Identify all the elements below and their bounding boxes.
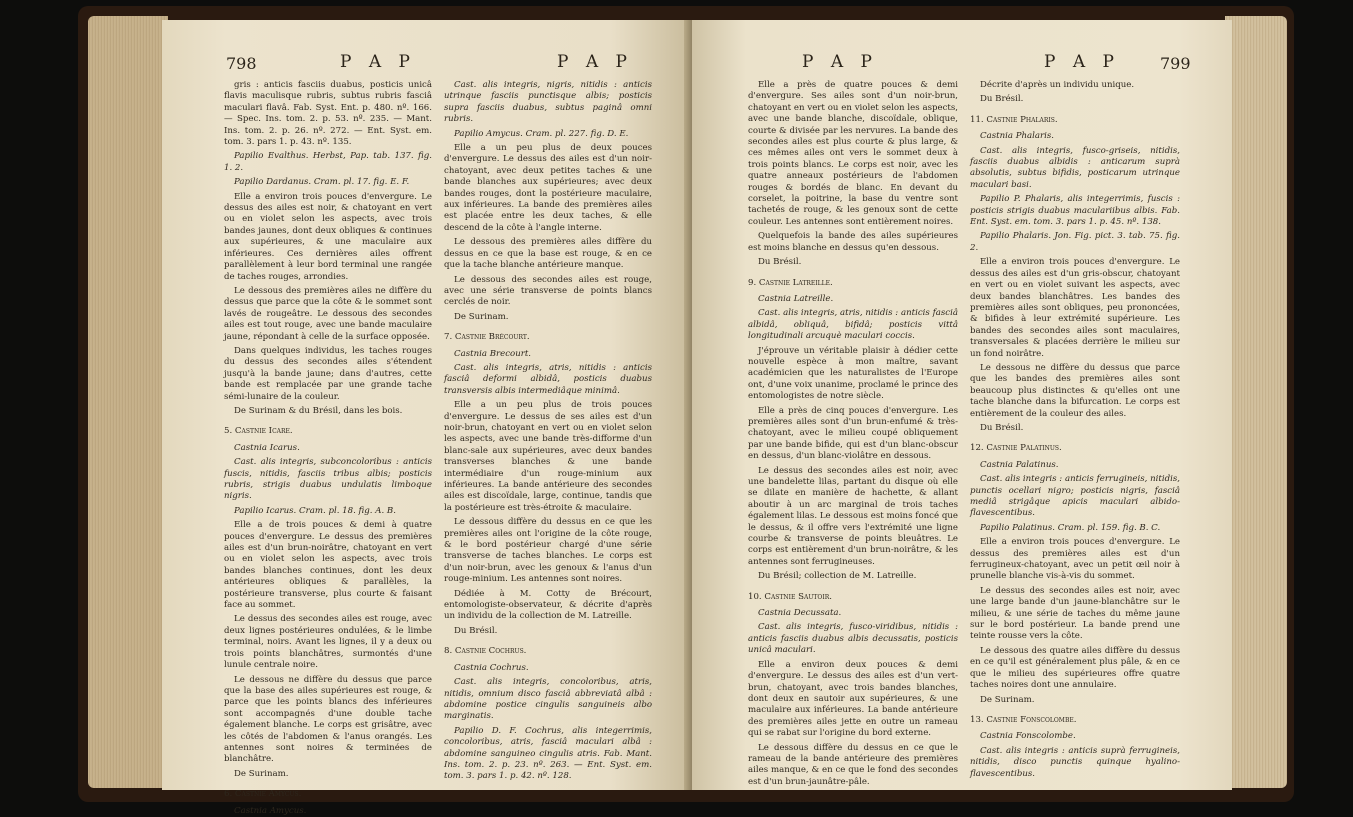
paragraph: Décrite d'après un individu unique. [980, 80, 1135, 90]
paragraph: Du Brésil. [980, 422, 1024, 433]
paragraph: 8. Castnie Cochrus. [444, 646, 527, 657]
paragraph: Papilio Evalthus. Herbst, Pap. tab. 137. fig. 1. 2. [224, 151, 432, 173]
paragraph: Du Brésil. [980, 94, 1024, 105]
paragraph: Quelquefois la bande des ailes supérieures est moins blanche en dessus qu'en dessous. [748, 231, 958, 253]
paragraph: Cast. alis integris : anticis ferrugineis, nitidis, punctis ocellari nigro; posticis nigris, fasciâ mediâ strigâque apicis maculari albido-flavescentibus. [970, 474, 1180, 519]
left-page [162, 20, 690, 816]
paragraph: Papilio Amycus. Cram. pl. 227. fig. D. E. [454, 128, 629, 139]
paragraph: 9. Castnie Latreille. [748, 277, 833, 288]
paragraph: De Surinam. [980, 694, 1035, 705]
paragraph: 6. Castnie Amycus. [224, 789, 302, 800]
paragraph: Du Brésil; collection de M. Latreille. [758, 571, 917, 582]
left-column-1 [224, 80, 432, 816]
paragraph: De Surinam. [234, 768, 289, 779]
page-edges-left [88, 16, 168, 788]
paragraph: Dans quelques individus, les taches rouges du dessus des secondes ailes s'étendent jusqu'à la bande jaune; dans d'autres, cette bande est remplacée par une grande tache sémi-lunaire de la couleur. [224, 345, 432, 402]
right-column-2 [970, 80, 1180, 780]
paragraph: Du Brésil. [758, 257, 802, 268]
paragraph: 13. Castnie Fonscolombe. [970, 714, 1077, 725]
paragraph: Cast. alis integris, fusco-viridibus, nitidis : anticis fasciis duabus albis decussatis, posticis unicâ maculari. [748, 622, 958, 656]
paragraph: Castnia Amycus. [234, 805, 307, 816]
running-head-left-2: P A P [557, 52, 633, 72]
paragraph: Du Brésil. [454, 625, 498, 636]
paragraph: Castnia Cochrus. [454, 662, 529, 673]
paragraph: Papilio D. F. Cochrus, alis integerrimis, concoloribus, atris, fasciâ maculari albâ : abdomine sanguineo cingulis atris. Fab. Mant. Ins. tom. 2. p. 23. nº. 263. — Ent. Syst. em. tom. 3. pars 1. p. 42. nº. 128. [444, 725, 652, 782]
paragraph: Castnia Fonscolombe. [980, 731, 1076, 742]
paragraph: Cast. alis integris, concoloribus, atris, nitidis, omnium disco fasciâ abbreviatâ albâ : abdomine postice cingulis sanguineis albo marginatis. [444, 677, 652, 722]
paragraph: Le dessous ne diffère du dessus que parce que la base des ailes supérieures est rouge, & parce que les points blancs des inférieures sont accompagnés d'une double tache également blanche. Le corps est grisâtre, avec les côtés de l'abdomen & l'anus orangés. Les antennes sont noires & terminées de blanchâtre. [224, 674, 432, 765]
folio-right: 799 [1160, 54, 1191, 73]
paragraph: Le dessous des secondes ailes est rouge, avec une série transverse de points blancs cerclés de noir. [444, 274, 652, 308]
paragraph: Elle a un peu plus de trois pouces d'envergure. Le dessus de ses ailes est d'un noir-brun, chatoyant en vert ou en violet selon les aspects, avec une bande très-difforme d'un blanc-sale aux supérieures, avec deux bandes transverses blanches & une bande intermédiaire d'un rouge-minium aux inférieures. La bande antérieure des secondes ailes est discoïdale, large, continue, tandis que la postérieure est très-étroite & maculaire. [444, 400, 652, 513]
page-edges-right [1225, 16, 1287, 788]
paragraph: Dédiée à M. Cotty de Brécourt, entomologiste-observateur, & décrite d'après un individu de la collection de M. Latreille. [444, 588, 652, 622]
paragraph: 11. Castnie Phalaris. [970, 114, 1058, 125]
paragraph: Castnia Phalaris. [980, 131, 1055, 142]
paragraph: Cast. alis integris, nigris, nitidis : anticis utrinque fasciis punctisque albis; posticis supra fasciis duabus, subtus paginâ omni rubris. [444, 80, 652, 125]
paragraph: Le dessus des secondes ailes est noir, avec une bandelette lilas, partant du disque où elle se dilate en manière de hachette, & allant aboutir à un arc marginal de trois taches également lilas. Le dessous est moins foncé que le dessus, & il offre vers l'extrémité une ligne courbe & transverse de points bleuâtres. Le corps est entièrement d'un brun-noirâtre, & les antennes sont ferrugineuses. [748, 465, 958, 567]
paragraph: Elle a près de cinq pouces d'envergure. Les premières ailes sont d'un brun-enfumé & très-chatoyant, avec le milieu coupé obliquement par une bande bifide, qui est d'un blanc-obscur en dessus, d'un blanc-violâtre en dessous. [748, 405, 958, 462]
paragraph: 10. Castnie Sautoir. [748, 591, 832, 602]
paragraph: Elle a près de quatre pouces & demi d'envergure. Ses ailes sont d'un noir-brun, chatoyant en vert ou en violet selon les aspects, avec une bande blanche, discoïdale, oblique, courte & divisée par les nervures. La bande des secondes ailes est plus courte & plus large, & ces mêmes ailes ont vers le sommet deux à trois points blancs. Le corps est noir, avec les quatre anneaux postérieurs de l'abdomen rouges & bordés de blanc. En devant du corselet, la poitrine, la base du ventre sont tachetés de rouge, & les genoux sont de cette couleur. Les antennes sont entièrement noires. [748, 80, 958, 227]
paragraph: Cast. alis integris : anticis suprà ferrugineis, nitidis, disco punctis quinque hyalino-flavescentibus. [970, 745, 1180, 779]
paragraph: J'éprouve un véritable plaisir à dédier cette nouvelle espèce à mon maître, savant académicien que les naturalistes de l'Europe ont, d'une voix unanime, proclamé le prince des entomologistes de notre siècle. [748, 345, 958, 402]
paragraph: Elle a de trois pouces & demi à quatre pouces d'envergure. Le dessus des premières ailes est d'un brun-noirâtre, chatoyant en vert ou en violet selon les aspects, avec trois bandes blanches continues, dont les deux antérieures obliques & parallèles, la postérieure transverse, plus courte & faisant face au sommet. [224, 520, 432, 611]
paragraph: De Surinam & du Brésil, dans les bois. [234, 405, 403, 416]
paragraph: Cast. alis integris, fusco-griseis, nitidis, fasciis duabus albidis : anticarum suprà absolutis, subtus bifidis, posticarum utrinque maculari basi. [970, 145, 1180, 190]
paragraph: Elle a un peu plus de deux pouces d'envergure. Le dessus des ailes est d'un noir-chatoyant, avec deux petites taches & une bande blanches aux supérieures; avec deux bandes rouges, dont la postérieure maculaire, aux inférieures. La bande des premières ailes est placée entre les deux taches, & elle descend de la côte à l'angle interne. [444, 143, 652, 233]
paragraph: Papilio Icarus. Cram. pl. 18. fig. A. B. [234, 505, 396, 516]
paragraph: Papilio Dardanus. Cram. pl. 17. fig. E. F. [234, 177, 410, 188]
paragraph: Cast. alis integris, atris, nitidis : anticis fasciâ albidâ, obliquâ, bifidâ; posticis vittâ longitudinali arcuquè maculari coccis. [748, 308, 958, 342]
paragraph: Le dessous des quatre ailes diffère du dessus en ce qu'il est généralement plus pâle, & en ce que le milieu des supérieures offre quatre taches noires dont une annulaire. [970, 645, 1180, 691]
paragraph: Castnia Latreille. [758, 293, 834, 304]
paragraph: gris : anticis fasciis duabus, posticis unicâ flavis maculisque rubris, subtus rubris fasciâ maculari flavâ. Fab. Syst. Ent. p. 480. nº. 166. — Spec. Ins. tom. 2. p. 53. nº. 235. — Mant. Ins. tom. 2. p. 26. nº. 272. — Ent. Syst. em. tom. 3. pars 1. p. 43. nº. 135. [224, 80, 432, 148]
paragraph: Elle a environ trois pouces d'envergure. Le dessus des ailes est d'un gris-obscur, chatoyant en vert ou en violet suivant les aspects, avec deux bandes blanchâtres. Les bandes des premières ailes sont obliques, peu prononcées, & bifides à leur extrémité supérieure. Les bandes des secondes ailes sont maculaires, transversales & placées derrière le milieu sur un fond noirâtre. [970, 257, 1180, 359]
folio-left: 798 [226, 54, 257, 73]
right-page [692, 20, 1232, 790]
paragraph: Papilio Phalaris. Jon. Fig. pict. 3. tab. 75. fig. 2. [970, 231, 1180, 253]
paragraph: Castnia Palatinus. [980, 459, 1059, 470]
paragraph: 12. Castnie Palatinus. [970, 443, 1062, 454]
paragraph: Elle a environ trois pouces d'envergure. Le dessus des premières ailes est d'un ferrugineux-chatoyant, avec un petit œil noir à prunelle blanche vis-à-vis du sommet. [970, 537, 1180, 582]
paragraph: Papilio P. Phalaris, alis integerrimis, fuscis : posticis strigis duabus maculariibus albis. Fab. Ent. Syst. em. tom. 3. pars 1. p. 45. nº. 138. [970, 194, 1180, 228]
left-column-2 [444, 80, 652, 780]
paragraph: Cast. alis integris, atris, nitidis : anticis fasciâ deformi albidâ, posticis duabus transversis albis intermediâque minimâ. [444, 362, 652, 396]
paragraph: Elle a environ trois pouces d'envergure. Le dessus des ailes est noir, & chatoyant en vert ou en violet selon les aspects, avec trois bandes jaunes, dont deux obliques & continues aux supérieures, & une maculaire aux inférieures. Ces dernières ailes offrent parallèlement à leur bord terminal une rangée de taches rouges, arrondies. [224, 191, 432, 282]
paragraph: 5. Castnie Icare. [224, 426, 293, 437]
running-head-right-2: P A P [1044, 52, 1120, 72]
paragraph: Le dessus des secondes ailes est noir, avec une large bande d'un jaune-blanchâtre sur le milieu, & une série de taches du même jaune sur le bord postérieur. La bande prend une teinte rousse vers la côte. [970, 585, 1180, 642]
paragraph: Le dessous diffère du dessus en ce que le rameau de la bande antérieure des premières ailes manque, & en ce que le fond des secondes est d'un brun-jaunâtre-pâle. [748, 742, 958, 787]
paragraph: Cast. alis integris, subconcoloribus : anticis fuscis, nitidis, fasciis tribus albis; posticis rubris, strigis duabus undulatis limboque nigris. [224, 457, 432, 502]
paragraph: Le dessous diffère du dessus en ce que les premières ailes ont l'origine de la côte rouge, & le bord postérieur chargé d'une série transverse de taches blanches. Le corps est d'un noir-brun, avec les genoux & l'anus d'un rouge-minium. Les antennes sont noires. [444, 517, 652, 585]
paragraph: Castnia Decussata. [758, 608, 842, 619]
paragraph: 7. Castnie Brécourt. [444, 332, 530, 343]
paragraph: Le dessus des secondes ailes est rouge, avec deux lignes postérieures ondulées, & le limbe terminal, noirs. Avant les lignes, il y a deux ou trois points blanchâtres, surmontés d'une lunule centrale noire. [224, 614, 432, 671]
right-column-1 [748, 80, 958, 787]
paragraph: Castnia Icarus. [234, 442, 300, 453]
paragraph: Castnia Brecourt. [454, 348, 532, 359]
paragraph: Le dessous ne diffère du dessus que parce que les bandes des premières ailes sont beaucoup plus distinctes & qu'elles ont une tache blanche dans la bifurcation. Le corps est entièrement de la couleur des ailes. [970, 362, 1180, 419]
running-head-right: P A P [802, 52, 878, 72]
running-head-left: P A P [340, 52, 416, 72]
paragraph: Papilio Palatinus. Cram. pl. 159. fig. B. C. [980, 522, 1161, 533]
paragraph: De Surinam. [454, 311, 509, 322]
paragraph: Le dessous des premières ailes ne diffère du dessus que parce que la côte & le sommet sont lavés de rougeâtre. Le dessous des secondes ailes est tout rouge, avec une bande maculaire jaune, répondant à celle de la surface opposée. [224, 285, 432, 342]
paragraph: Le dessous des premières ailes diffère du dessus en ce que la base est rouge, & en ce que la tache blanche antérieure manque. [444, 237, 652, 271]
paragraph: Elle a environ deux pouces & demi d'envergure. Le dessus des ailes est d'un vert-brun, chatoyant, avec trois bandes blanches, dont deux en sautoir aux supérieures, & une maculaire aux inférieures. La bande antérieure des premières ailes jette en outre un rameau qui se rabat sur l'origine du bord externe. [748, 659, 958, 739]
